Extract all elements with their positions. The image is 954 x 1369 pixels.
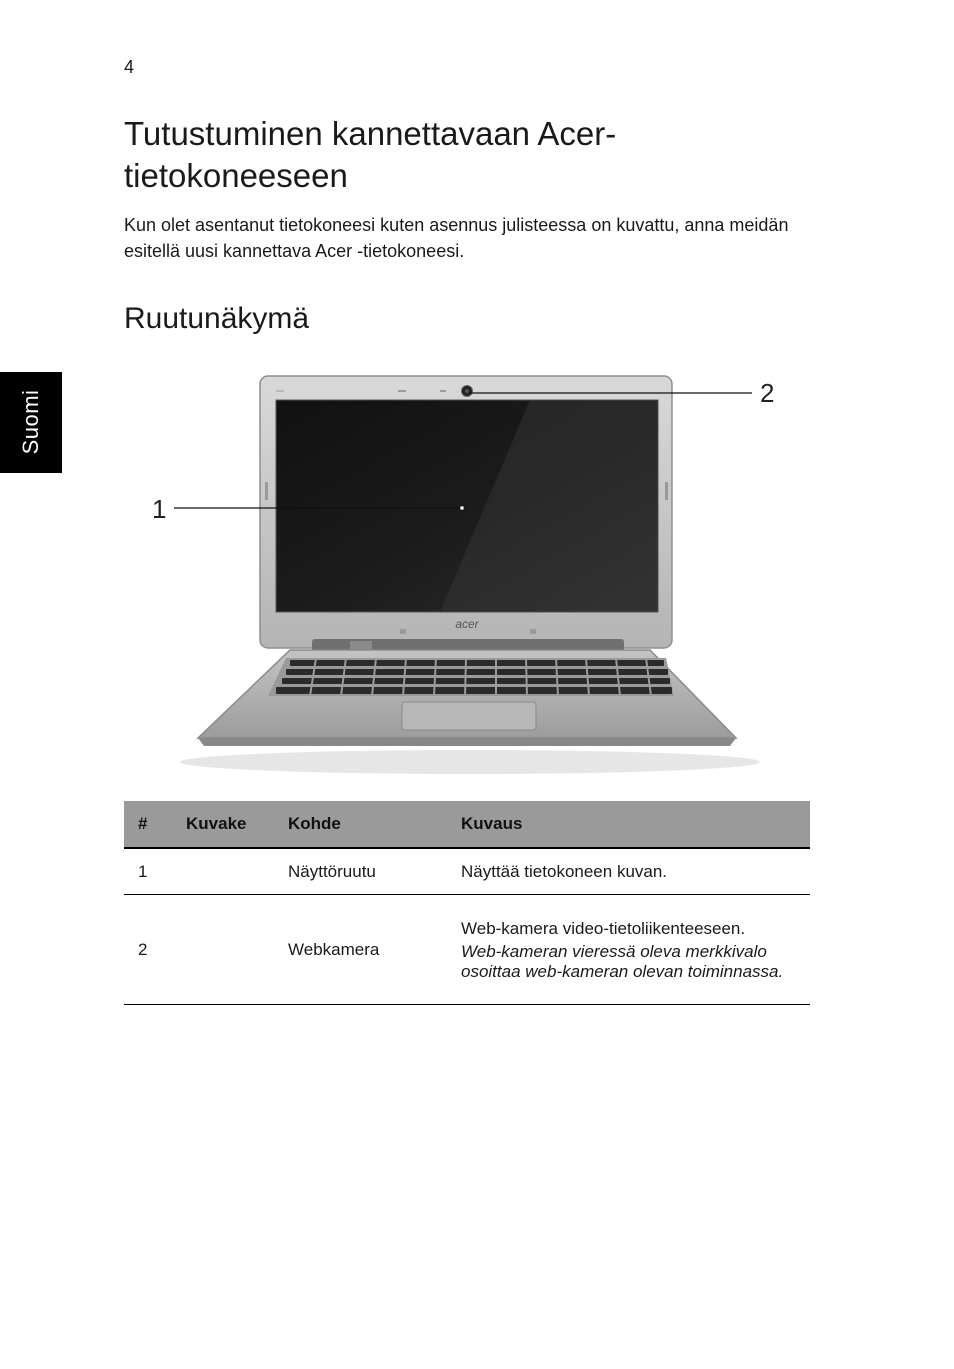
- page-number: 4: [124, 57, 135, 77]
- section-title: Ruutunäkymä: [124, 302, 310, 335]
- description-text: Näyttää tietokoneen kuvan.: [461, 861, 668, 881]
- callout-number-2: 2: [760, 378, 775, 408]
- header-icon: Kuvake: [172, 801, 274, 848]
- acer-logo: acer: [455, 617, 479, 631]
- row-number: 2: [124, 895, 172, 1005]
- features-table: [124, 801, 810, 1005]
- row-description: [447, 895, 810, 1005]
- row-number: 1: [124, 848, 172, 895]
- laptop-shadow: [180, 750, 760, 774]
- row-icon: [172, 848, 274, 895]
- row-item: Webkamera: [274, 895, 447, 1005]
- row-icon: [172, 895, 274, 1005]
- language-tab: [0, 372, 62, 473]
- table-row: [124, 848, 810, 895]
- language-tab-label: Suomi: [18, 389, 43, 455]
- row-item: Näyttöruutu: [274, 848, 447, 895]
- header-number: #: [124, 801, 172, 848]
- description-note: Web-kameran vieressä oleva merkkivalo osoittaa web-kameran olevan toiminnassa.: [461, 941, 784, 981]
- callout-number-1: 1: [152, 494, 167, 524]
- description-text: Web-kamera video-tietoliikenteeseen.: [461, 918, 746, 938]
- row-description: [447, 848, 810, 895]
- touchpad: [402, 702, 536, 730]
- header-item: Kohde: [274, 801, 447, 848]
- table-header-row: [124, 801, 810, 848]
- table-row: [124, 895, 810, 1005]
- page-title: Tutustuminen kannettavaan Acer-tietokoneeseen: [124, 115, 617, 194]
- laptop-front-illustration: [140, 370, 800, 780]
- intro-paragraph: Kun olet asentanut tietokoneesi kuten asennus julisteessa on kuvattu, anna meidän esitellä uusi kannettava Acer -tietokoneesi.: [124, 215, 789, 261]
- header-description: Kuvaus: [447, 801, 810, 848]
